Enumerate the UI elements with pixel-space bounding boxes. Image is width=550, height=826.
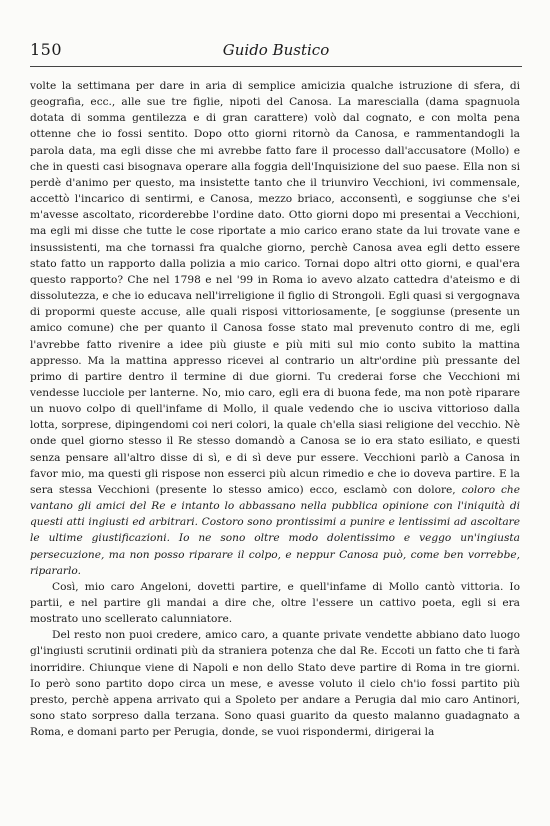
header-rule [30, 66, 522, 67]
paragraph-1-italic-quote: coloro che vantano gli amici del Re e intanto lo abbassano nella pubblica opinione con l'iniquità di questi atti ingiusti ed arbitrari. Costoro sono prontissimi a punire e lentissimi ad ascoltare le ultime giustificazioni. Io ne sono oltre modo dolentissimo e veggo un'ingiusta persecuzione, ma non posso riparare il colpo, e neppur Canosa può, come ben vorrebbe, ripararlo. [30, 483, 521, 577]
paragraph-2 [30, 579, 520, 627]
page-number: 150 [30, 40, 63, 59]
running-head: Guido Bustico [222, 41, 330, 59]
paragraph-3 [30, 627, 520, 740]
paragraph-3-text: Del resto non puoi credere, amico caro, a quante private vendette abbiano dato luogo gl'ingiusti scrutinii ordinati più da straniera potenza che dal Re. Eccoti un fatto che ti farà inorridire. Chiunque viene di Napoli e non dello Stato deve partire di Roma in tre giorni. Io però sono partito dopo circa un mese, e avesse voluto il cielo ch'io fossi partito più presto, perchè appena arrivato qui a Spoleto per andare a Perugia dal mio caro Antinori, sono stato sorpreso dalla terzana. Sono quasi guarito da questo malanno guadagnato a Roma, e domani parto per Perugia, donde, se vuoi rispondermi, dirigerai la [30, 629, 520, 739]
paragraph-1 [30, 78, 520, 579]
paragraph-1-text: volte la settimana per dare in aria di semplice amicizia qualche istruzione di sfera, di geografia, ecc., alle sue tre figlie, nipoti del Canosa. La marescialla (dama spagnuola dotata di somma gentilezza e di gran carattere) volò dal cognato, e con molta pena ottenne che io fossi sentito. Dopo otto giorni ritornò da Canosa, e rammentandogli la parola data, ma egli disse che mi avrebbe fatto fare il processo dall'accusatore (Mollo) e che in questi casi bisognava operare alla foggia dell'Inquisizione del suo paese. Ella non si perdè d'animo per questo, ma insistette tanto che il triunviro Vecchioni, ivi commensale, accettò l'incarico di sentirmi, e Canosa, mezzo briaco, acconsentì, e soggiunse che s'ei m'avesse ascoltato, ricorderebbe l'ordine dato. Otto giorni dopo mi presentai a Vecchioni, ma egli mi disse che tutte le cose riportate a mio carico erano state da lui trovate vane e insussistenti, ma che tornassi fra qualche giorno, perchè Canosa avea egli detto essere stato fatto un rapporto dalla polizia a mio carico. Tornai dopo altri otto giorni, e qual'era questo rapporto? Che nel 1798 e nel '99 in Roma io avevo alzato cattedra d'ateismo e di dissolutezza, e che io educava nell'irreligione il figlio di Strongoli. Egli quasi si vergognava di propormi queste accuse, alle quali risposi vittoriosamente, [e soggiunse (presente un amico comune) che per quanto il Canosa fosse stato mal prevenuto contro di me, egli l'avrebbe fatto rivenire a idee più giuste e più miti sul mio conto subito la mattina appresso. Ma la mattina appresso ricevei al contrario un altr'ordine più pressante del primo di partire dentro il termine di due giorni. Tu crederai forse che Vecchioni mi vendesse lucciole per lanterne. No, mio caro, egli era di buona fede, ma non potè riparare un nuovo colpo di quell'infame di Mollo, il quale vedendo che io usciva vittorioso dalla lotta, sorprese, dipingendomi coi neri colori, la quale ch'ella siasi religione del vecchio. Nè onde quel giorno stesso il Re stesso domandò a Canosa se io era stato esiliato, e questi senza pensare all'altro disse di sì, e di sì deve pur essere. Vecchioni parlò a Canosa in favor mio, ma questi gli rispose non esserci più alcun rimedio e che io doveva partire. E la sera stessa Vecchioni (presente lo stesso amico) ecco, esclamò con dolore, [30, 80, 520, 496]
page-header [30, 40, 522, 66]
paragraph-2-text: Così, mio caro Angeloni, dovetti partire, e quell'infame di Mollo cantò vittoria. Io partii, e nel partire gli mandai a dire che, oltre l'essere un cattivo poeta, egli si era mostrato uno scellerato calunniatore. [30, 580, 520, 626]
body-text [30, 78, 520, 740]
